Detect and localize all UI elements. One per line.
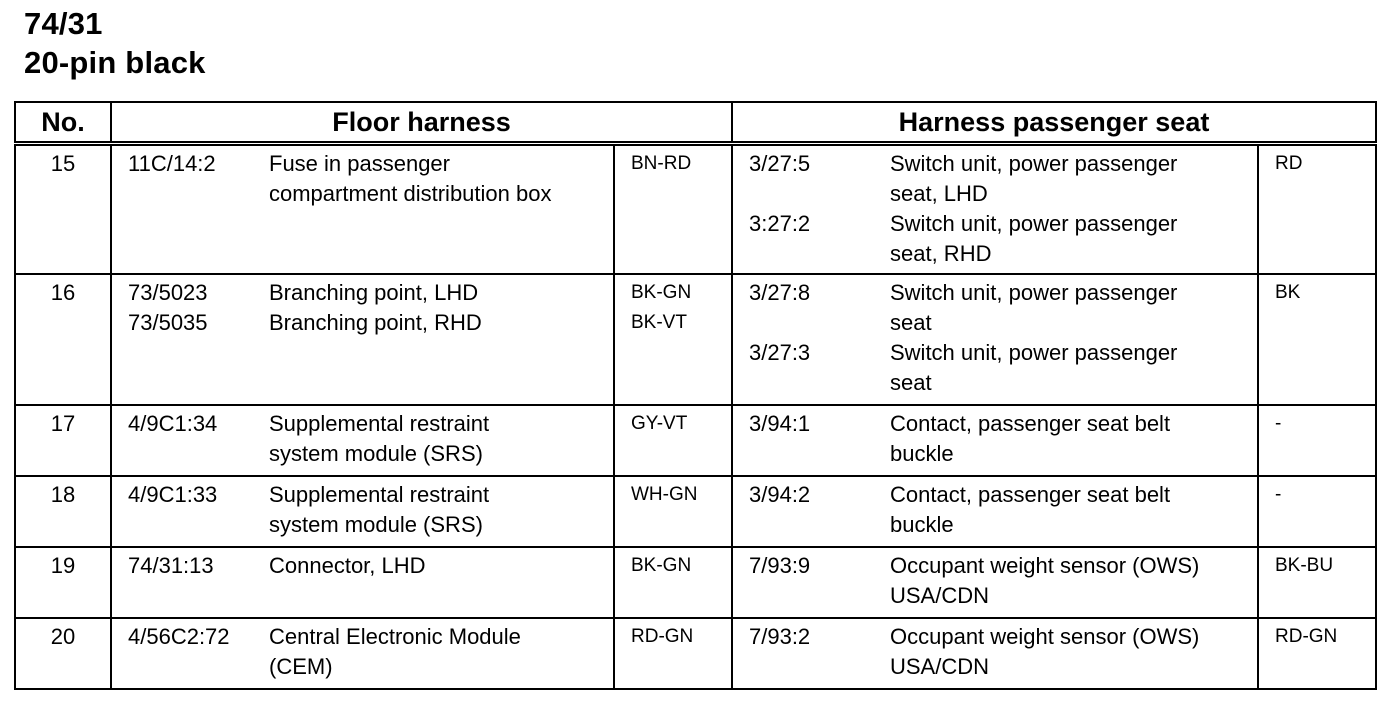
- connector-id: 74/31: [24, 6, 103, 41]
- floor-wire-color: [614, 618, 732, 689]
- floor-description-line: Supplemental restraint: [269, 482, 490, 507]
- header-row: [15, 102, 1376, 144]
- seat-description-line: Switch unit, power passenger: [890, 340, 1178, 365]
- floor-description-line: (CEM): [269, 654, 333, 679]
- seat-code: [732, 144, 890, 275]
- pin-number: 18: [15, 476, 111, 547]
- floor-code: [111, 618, 269, 689]
- seat-code-line: 3:27:2: [749, 211, 811, 236]
- floor-code-line: 4/9C1:34: [128, 411, 218, 436]
- seat-code-line: 3/27:8: [749, 280, 811, 305]
- seat-wire-color-line: BK: [1275, 282, 1301, 303]
- floor-code: [111, 405, 269, 476]
- table-row: [15, 144, 1376, 275]
- floor-description: [269, 547, 614, 618]
- seat-description-line: USA/CDN: [890, 583, 990, 608]
- floor-description-line: system module (SRS): [269, 512, 483, 537]
- floor-code: [111, 274, 269, 405]
- seat-description-line: Switch unit, power passenger: [890, 211, 1178, 236]
- floor-code: [111, 144, 269, 275]
- seat-code-line: 3/94:1: [749, 411, 811, 436]
- col-header-no: No.: [15, 102, 111, 144]
- floor-wire-color-line: BN-RD: [631, 153, 692, 174]
- floor-code: [111, 476, 269, 547]
- pin-number: 20: [15, 618, 111, 689]
- floor-description-line: Branching point, RHD: [269, 310, 482, 335]
- seat-code-line: [749, 179, 890, 209]
- table-row: [15, 547, 1376, 618]
- seat-code: [732, 476, 890, 547]
- seat-wire-color: [1258, 274, 1376, 405]
- floor-code-line: 73/5035: [128, 310, 208, 335]
- floor-code-line: 4/56C2:72: [128, 624, 230, 649]
- pin-number: 17: [15, 405, 111, 476]
- seat-code-line: 3/27:5: [749, 151, 811, 176]
- seat-description-line: Contact, passenger seat belt: [890, 482, 1171, 507]
- seat-description-line: USA/CDN: [890, 654, 990, 679]
- seat-code-line: [749, 308, 890, 338]
- seat-wire-color-line: BK-BU: [1275, 555, 1334, 576]
- seat-wire-color-line: RD-GN: [1275, 626, 1338, 647]
- floor-description-line: Connector, LHD: [269, 553, 426, 578]
- floor-wire-color: [614, 405, 732, 476]
- seat-description: [890, 547, 1258, 618]
- seat-code: [732, 547, 890, 618]
- connector-description: 20-pin black: [24, 45, 206, 80]
- seat-wire-color: [1258, 547, 1376, 618]
- seat-wire-color: [1258, 476, 1376, 547]
- floor-wire-color-line: RD-GN: [631, 626, 694, 647]
- floor-description-line: Branching point, LHD: [269, 280, 479, 305]
- seat-description-line: Switch unit, power passenger: [890, 151, 1178, 176]
- seat-description-line: seat, LHD: [890, 181, 988, 206]
- floor-wire-color: [614, 144, 732, 275]
- seat-code-line: 3/27:3: [749, 340, 811, 365]
- seat-description-line: seat, RHD: [890, 241, 992, 266]
- floor-description: [269, 405, 614, 476]
- seat-description: [890, 476, 1258, 547]
- floor-code-line: 11C/14:2: [128, 151, 216, 176]
- table-row: [15, 274, 1376, 405]
- floor-wire-color: [614, 476, 732, 547]
- floor-description-line: Central Electronic Module: [269, 624, 521, 649]
- seat-description-line: Switch unit, power passenger: [890, 280, 1178, 305]
- floor-wire-color-line: BK-GN: [631, 555, 692, 576]
- seat-description: [890, 618, 1258, 689]
- floor-wire-color-line: GY-VT: [631, 413, 688, 434]
- floor-description-line: Supplemental restraint: [269, 411, 490, 436]
- floor-wire-color-line: BK-GN: [631, 282, 692, 303]
- seat-description-line: buckle: [890, 441, 954, 466]
- seat-description-line: seat: [890, 370, 932, 395]
- seat-description: [890, 144, 1258, 275]
- seat-description-line: Occupant weight sensor (OWS): [890, 624, 1200, 649]
- floor-description: [269, 144, 614, 275]
- seat-description-line: Occupant weight sensor (OWS): [890, 553, 1200, 578]
- floor-code-line: 4/9C1:33: [128, 482, 218, 507]
- seat-wire-color: [1258, 405, 1376, 476]
- pin-number: 15: [15, 144, 111, 275]
- floor-description-line: system module (SRS): [269, 441, 483, 466]
- floor-wire-color: [614, 547, 732, 618]
- floor-description: [269, 476, 614, 547]
- seat-description-line: seat: [890, 310, 932, 335]
- seat-wire-color-line: RD: [1275, 153, 1303, 174]
- seat-description: [890, 405, 1258, 476]
- floor-description-line: Fuse in passenger: [269, 151, 450, 176]
- seat-description-line: buckle: [890, 512, 954, 537]
- seat-code-line: 7/93:9: [749, 553, 811, 578]
- pin-number: 19: [15, 547, 111, 618]
- seat-wire-color: [1258, 618, 1376, 689]
- col-header-seat-harness: Harness passenger seat: [732, 102, 1376, 144]
- seat-wire-color-line: -: [1275, 413, 1282, 434]
- table-row: [15, 618, 1376, 689]
- pin-number: 16: [15, 274, 111, 405]
- seat-code-line: 7/93:2: [749, 624, 811, 649]
- floor-description: [269, 618, 614, 689]
- seat-code: [732, 618, 890, 689]
- floor-description-line: compartment distribution box: [269, 181, 552, 206]
- seat-code-line: 3/94:2: [749, 482, 811, 507]
- seat-code: [732, 274, 890, 405]
- col-header-floor-harness: Floor harness: [111, 102, 732, 144]
- seat-wire-color-line: -: [1275, 484, 1282, 505]
- seat-code: [732, 405, 890, 476]
- seat-wire-color: [1258, 144, 1376, 275]
- floor-wire-color: [614, 274, 732, 405]
- table-row: [15, 476, 1376, 547]
- floor-code-line: 73/5023: [128, 280, 208, 305]
- floor-description: [269, 274, 614, 405]
- pinout-table: [14, 101, 1377, 690]
- floor-wire-color-line: BK-VT: [631, 312, 687, 333]
- seat-description-line: Contact, passenger seat belt: [890, 411, 1171, 436]
- table-row: [15, 405, 1376, 476]
- floor-code: [111, 547, 269, 618]
- seat-description: [890, 274, 1258, 405]
- floor-wire-color-line: WH-GN: [631, 484, 698, 505]
- floor-code-line: 74/31:13: [128, 553, 214, 578]
